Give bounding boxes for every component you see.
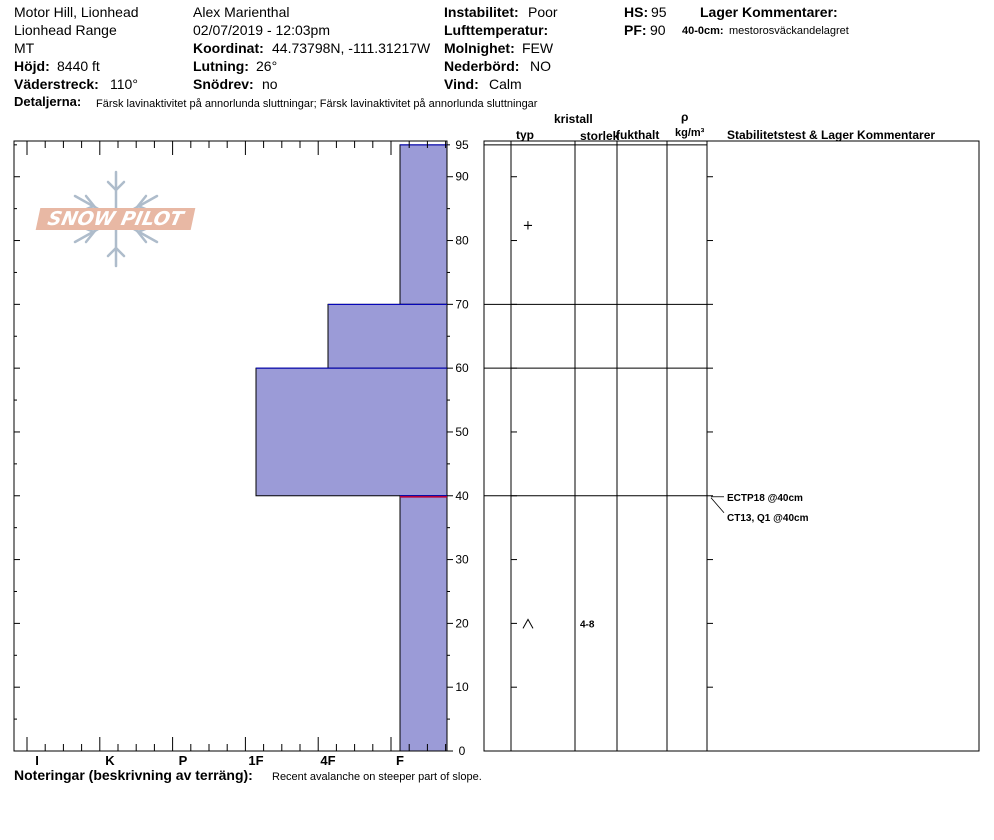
hs-label: HS:	[624, 4, 649, 20]
hardness-layer-bar	[256, 368, 447, 496]
location-name: Motor Hill, Lionhead	[14, 4, 139, 20]
logo-wordmark: SNOW PILOT	[36, 208, 196, 230]
stability-test-label: ECTP18 @40cm	[727, 492, 803, 504]
grain-size-label: 4-8	[580, 619, 595, 631]
density-unit-header: kg/m³	[675, 127, 705, 139]
hardness-scale-label: I	[35, 753, 39, 768]
depth-tick-label: 70	[455, 297, 469, 312]
observer-name: Alex Marienthal	[193, 4, 290, 20]
precip-label: Nederbörd:	[444, 58, 520, 74]
range-name: Lionhead Range	[14, 22, 117, 38]
pf-label: PF:	[624, 22, 647, 38]
depth-tick-label: 30	[455, 552, 469, 567]
hardness-scale-label: K	[105, 753, 115, 768]
notes-value: Recent avalanche on steeper part of slope.	[272, 771, 482, 783]
depth-tick-label: 40	[455, 488, 469, 503]
grain-type-symbol: +	[522, 218, 534, 234]
air-temp-label: Lufttemperatur:	[444, 22, 549, 38]
coordinate-value: 44.73798N, -111.31217W	[272, 40, 431, 56]
aspect-label: Väderstreck:	[14, 76, 99, 92]
crystal-header: kristall	[554, 112, 593, 126]
layer-comment-text: mestorosväckandelagret	[729, 25, 849, 37]
details-value: Färsk lavinaktivitet på annorlunda sluttningar; Färsk lavinaktivitet på annorlunda sluttningar	[96, 98, 538, 110]
elevation-label: Höjd:	[14, 58, 50, 74]
wind-loading-label: Snödrev:	[193, 76, 254, 92]
hs-value: 95	[651, 4, 667, 20]
grain-table-frame	[484, 141, 979, 751]
hardness-layer-bar	[400, 145, 447, 305]
depth-tick-label: 50	[455, 424, 469, 439]
hardness-layer-bar	[328, 304, 447, 368]
wind-loading-value: no	[262, 76, 278, 92]
hardness-scale-label: 4F	[320, 753, 336, 768]
aspect-value: 110°	[110, 76, 138, 92]
stability-pointer-line	[711, 498, 724, 513]
precip-value: NO	[530, 58, 551, 74]
size-header: storlek	[580, 129, 620, 143]
details-label: Detaljerna:	[14, 94, 82, 109]
stability-header: Stabilitetstest & Lager Kommentarer	[727, 128, 936, 142]
sky-value: FEW	[522, 40, 554, 56]
slope-label: Lutning:	[193, 58, 249, 74]
hardness-scale-label: P	[178, 753, 188, 768]
state: MT	[14, 40, 35, 56]
depth-tick-label: 0	[458, 744, 466, 758]
observation-datetime: 02/07/2019 - 12:03pm	[193, 22, 330, 38]
instability-value: Poor	[528, 4, 558, 20]
moisture-header: fukthalt	[616, 128, 660, 142]
wind-label: Vind:	[444, 76, 479, 92]
hardness-layer-bar	[400, 496, 447, 751]
depth-tick-label: 95	[455, 137, 469, 152]
slope-value: 26°	[256, 58, 278, 74]
layer-comments-title: Lager Kommentarer:	[700, 4, 838, 20]
layer-comment-depth: 40-0cm:	[682, 25, 724, 37]
coordinate-label: Koordinat:	[193, 40, 264, 56]
type-header: typ	[516, 128, 534, 142]
pf-value: 90	[650, 22, 666, 38]
rho-header: ρ	[681, 110, 689, 124]
depth-tick-label: 80	[455, 233, 469, 248]
depth-tick-label: 60	[455, 361, 469, 376]
depth-tick-label: 10	[455, 680, 469, 695]
sky-label: Molnighet:	[444, 40, 515, 56]
hardness-scale-label: 1F	[248, 753, 264, 768]
depth-tick-label: 20	[455, 616, 469, 631]
grain-type-symbol	[523, 619, 533, 628]
depth-tick-label: 90	[455, 169, 469, 184]
hardness-scale-label: F	[396, 753, 404, 768]
elevation-value: 8440 ft	[57, 58, 100, 74]
stability-test-label: CT13, Q1 @40cm	[727, 512, 809, 524]
instability-label: Instabilitet:	[444, 4, 519, 20]
wind-value: Calm	[489, 76, 522, 92]
notes-label: Noteringar (beskrivning av terräng):	[14, 767, 253, 783]
